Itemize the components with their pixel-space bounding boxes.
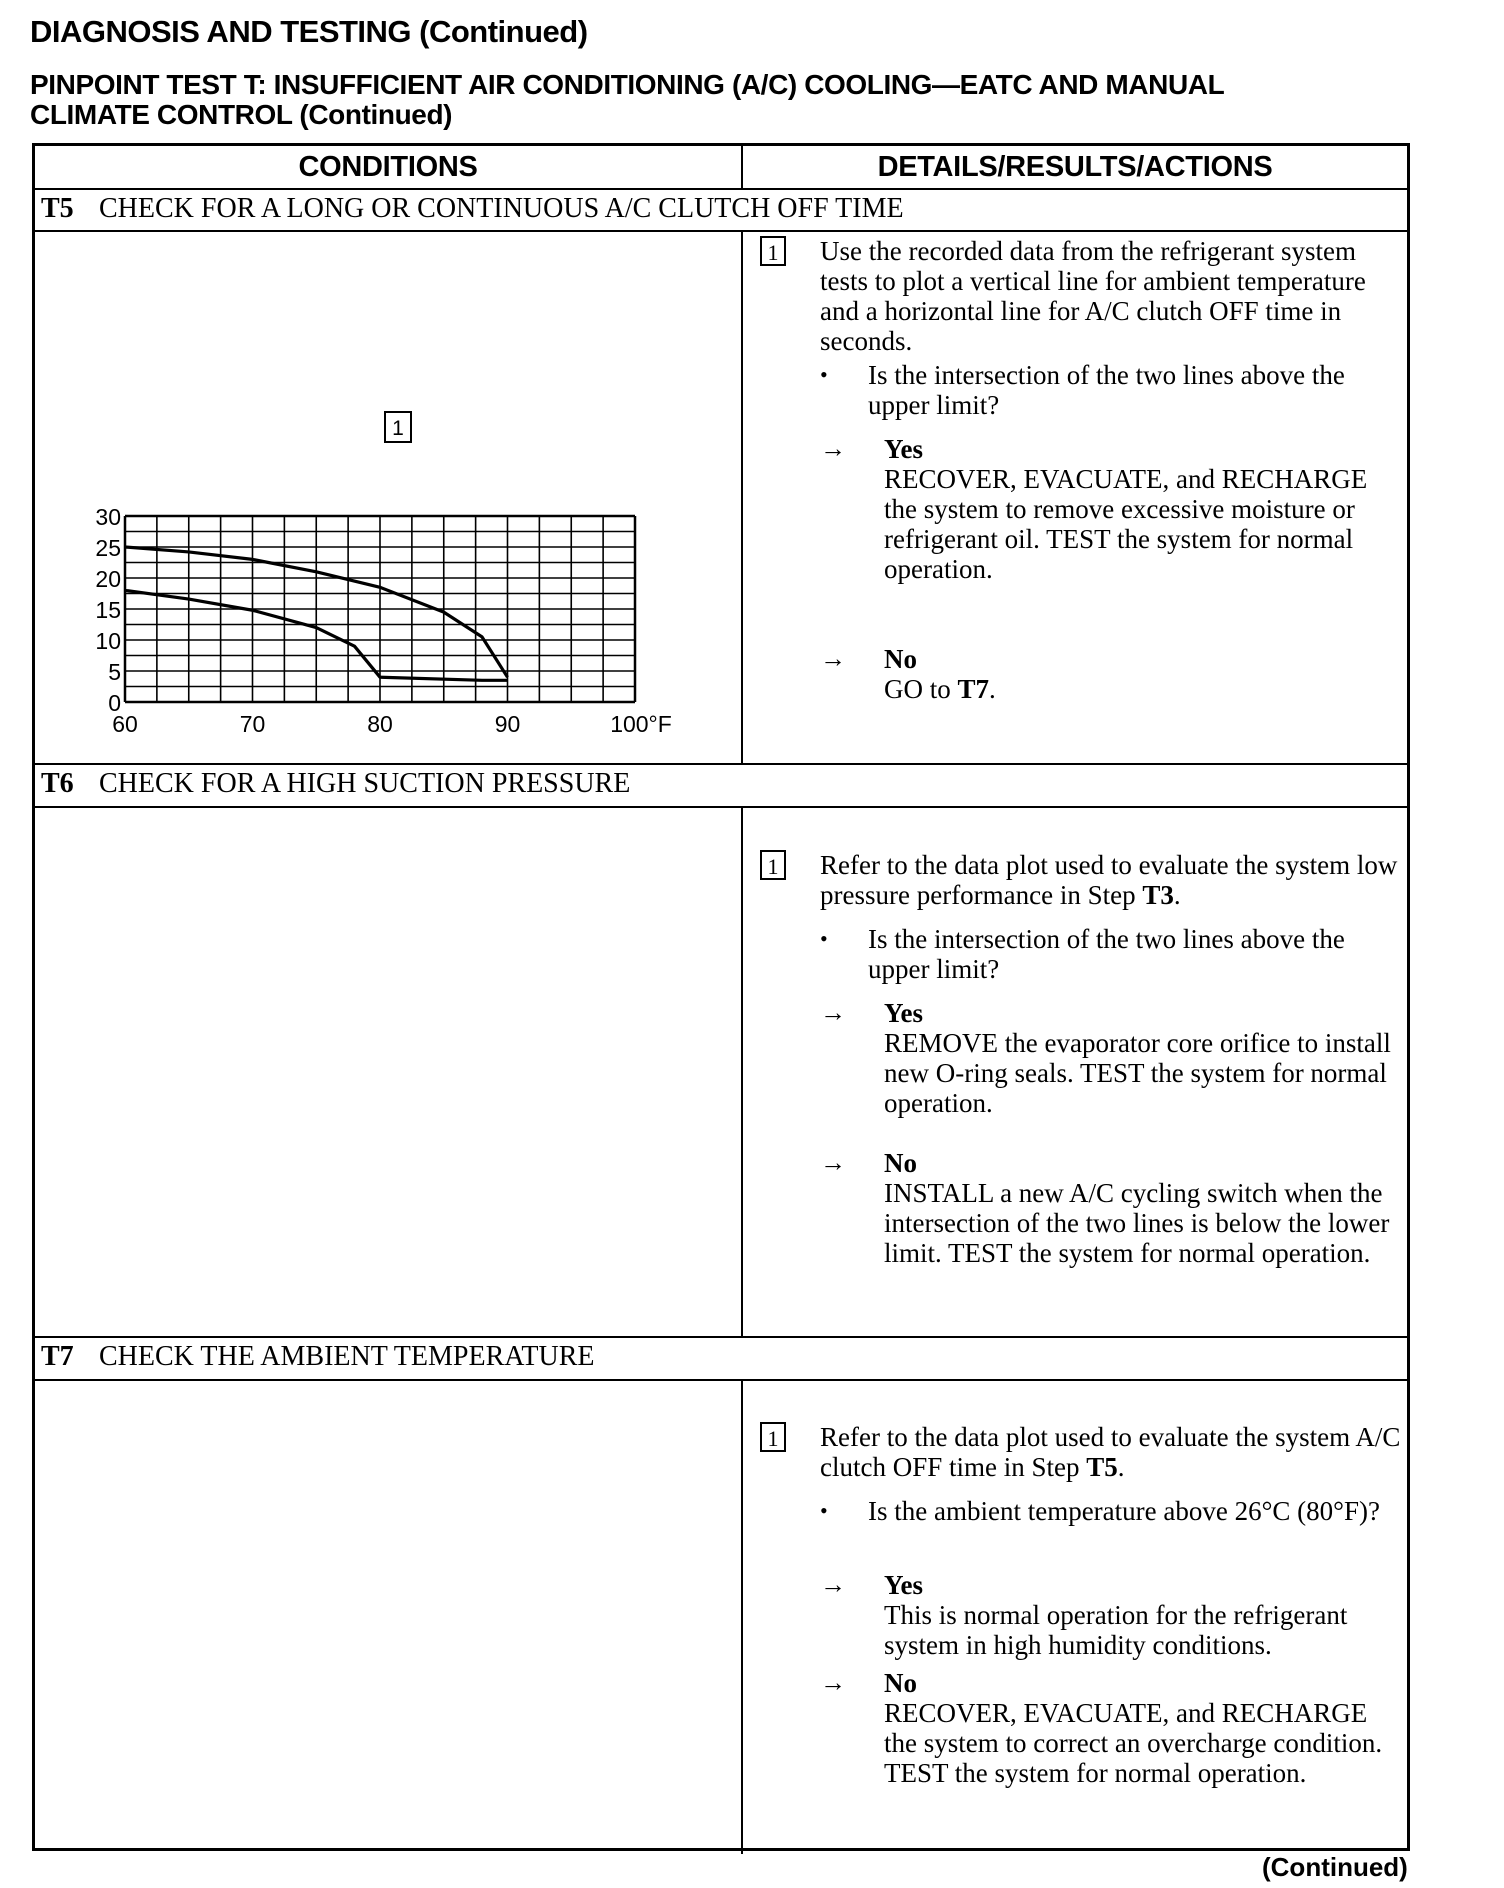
chart-grid — [80, 516, 665, 734]
column-divider — [741, 146, 743, 188]
step-callout-box: 1 — [760, 1422, 786, 1452]
step-t5-no-ref: T7 — [957, 674, 990, 704]
step-t5-no — [884, 644, 1404, 704]
step-t7-instruction — [820, 1422, 1410, 1482]
step-t7-yes-text: This is normal operation for the refrigerant system in high humidity conditions. — [884, 1600, 1348, 1660]
step-t6-instruction-text: Refer to the data plot used to evaluate the system low pressure performance in Step — [820, 850, 1398, 910]
chart-x-tick-label-f: 100°F — [610, 711, 672, 734]
no-label: No — [884, 1148, 917, 1178]
details-column-header: DETAILS/RESULTS/ACTIONS — [877, 151, 1273, 183]
step-t6-instruction-suffix: . — [1173, 880, 1181, 910]
column-divider — [741, 230, 743, 763]
pinpoint-test-table — [32, 143, 1410, 1851]
step-t7-question: Is the ambient temperature above 26°C (80°F)? — [868, 1496, 1380, 1526]
clutch-off-time-chart — [35, 334, 741, 734]
chart-svg — [35, 334, 741, 734]
step-t7-details — [760, 1422, 1410, 1842]
step-t7-no-text: RECOVER, EVACUATE, and RECHARGE the system to correct an overcharge condition. TEST the system for normal operation. — [884, 1698, 1383, 1788]
pinpoint-test-title — [30, 70, 1410, 130]
yes-label: Yes — [884, 998, 923, 1028]
step-t7-yes — [884, 1570, 1404, 1660]
test-title-line-2: CLIMATE CONTROL (Continued) — [30, 99, 453, 130]
arrow-right-icon: → — [820, 644, 846, 673]
step-t5-question: Is the intersection of the two lines above the upper limit? — [868, 360, 1345, 420]
step-t6-details — [760, 850, 1410, 1330]
chart-y-tick-label: 30 — [95, 504, 121, 530]
chart-y-tick-label: 5 — [108, 659, 121, 685]
step-t6-question: Is the intersection of the two lines above the upper limit? — [868, 924, 1345, 984]
step-t5-instruction: Use the recorded data from the refrigerant system tests to plot a vertical line for ambient temperature and a horizontal line for A/C clutch OFF time in seconds. — [820, 236, 1366, 356]
bullet-icon: • — [820, 362, 828, 387]
step-t6-title: CHECK FOR A HIGH SUCTION PRESSURE — [99, 768, 631, 799]
step-t5-title: CHECK FOR A LONG OR CONTINUOUS A/C CLUTCH OFF TIME — [99, 193, 904, 224]
step-t5-yes-text: RECOVER, EVACUATE, and RECHARGE the system to remove excessive moisture or refrigerant oil. TEST the system for normal operation. — [884, 464, 1368, 584]
conditions-column-header: CONDITIONS — [298, 151, 478, 183]
arrow-right-icon: → — [820, 1668, 846, 1697]
step-t5-yes — [884, 434, 1404, 584]
page-title: DIAGNOSIS AND TESTING (Continued) — [30, 14, 588, 49]
step-t6-yes — [884, 998, 1404, 1118]
step-t6-yes-text: REMOVE the evaporator core orifice to install new O-ring seals. TEST the system for normal operation. — [884, 1028, 1391, 1118]
chart-y-tick-label: 15 — [95, 597, 121, 623]
step-t7-instruction-ref: T5 — [1086, 1452, 1118, 1482]
chart-y-tick-label: 0 — [108, 690, 121, 716]
bullet-icon: • — [820, 926, 828, 951]
divider — [35, 806, 1407, 808]
chart-y-tick-label: 25 — [95, 535, 121, 561]
step-t7-id: T7 — [41, 1341, 74, 1372]
divider — [35, 1379, 1407, 1381]
step-t7-header — [41, 1338, 594, 1376]
divider — [35, 230, 1407, 232]
chart-y-tick-label: 10 — [95, 628, 121, 654]
arrow-right-icon: → — [820, 1570, 846, 1599]
chart-x-tick-label-f: 60 — [112, 711, 138, 734]
no-label: No — [884, 1668, 917, 1698]
step-t6-id: T6 — [41, 768, 74, 799]
chart-callout-number: 1 — [392, 417, 404, 440]
chart-y-tick-label: 20 — [95, 566, 121, 592]
chart-x-tick-label-f: 90 — [494, 711, 521, 734]
arrow-right-icon: → — [820, 998, 846, 1027]
step-callout-box: 1 — [760, 850, 786, 880]
arrow-right-icon: → — [820, 1148, 846, 1177]
step-t5-no-prefix: GO to — [884, 674, 958, 704]
no-label: No — [884, 644, 917, 674]
step-t6-no — [884, 1148, 1404, 1268]
step-t6-no-text: INSTALL a new A/C cycling switch when the intersection of the two lines is below the lower limit. TEST the system for normal operation. — [884, 1178, 1390, 1268]
column-divider — [741, 1379, 743, 1854]
arrow-right-icon: → — [820, 434, 846, 463]
step-t7-no — [884, 1668, 1404, 1788]
step-callout-box: 1 — [760, 236, 786, 266]
chart-x-tick-label-f: 80 — [367, 711, 393, 734]
yes-label: Yes — [884, 434, 923, 464]
bullet-icon: • — [820, 1498, 828, 1523]
step-t5-header — [41, 190, 904, 228]
chart-x-tick-label-f: 70 — [239, 711, 266, 734]
yes-label: Yes — [884, 1570, 923, 1600]
step-t6-instruction — [820, 850, 1410, 910]
step-t7-instruction-suffix: . — [1117, 1452, 1125, 1482]
test-title-line-1: PINPOINT TEST T: INSUFFICIENT AIR CONDITIONING (A/C) COOLING—EATC AND MANUAL — [30, 69, 1225, 100]
continued-note: (Continued) — [1262, 1852, 1408, 1882]
step-t7-instruction-text: Refer to the data plot used to evaluate the system A/C clutch OFF time in Step — [820, 1422, 1401, 1482]
step-t5-details — [760, 236, 1410, 796]
step-t6-header — [41, 765, 630, 803]
step-t7-title: CHECK THE AMBIENT TEMPERATURE — [99, 1341, 595, 1372]
step-t6-instruction-ref: T3 — [1142, 880, 1174, 910]
step-t5-no-suffix: . — [989, 674, 996, 704]
step-t5-id: T5 — [41, 193, 74, 224]
column-divider — [741, 806, 743, 1336]
